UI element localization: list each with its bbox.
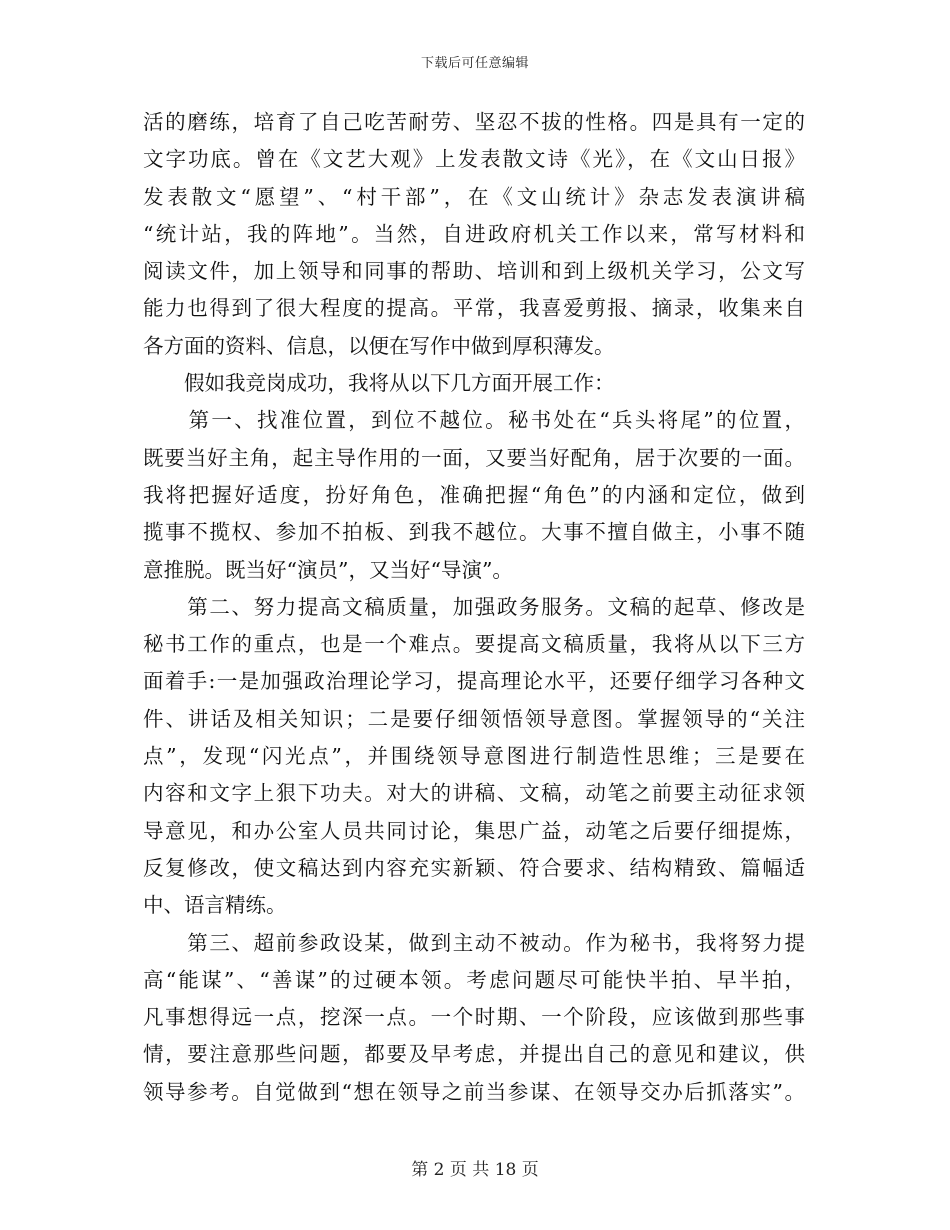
text-line: 领导参考。自觉做到“想在领导之前当参谋、在领导交办后抓落实”。 [143,1079,805,1104]
page-header-note: 下载后可任意编辑 [420,56,529,71]
text-line: 发表散文“愿望”、“村干部”，在《文山统计》杂志发表演讲稿 [143,184,805,209]
text-line: 面着手:一是加强政治理论学习，提高理论水平，还要仔细学习各种文 [143,669,805,694]
text-line: 能力也得到了很大程度的提高。平常，我喜爱剪报、摘录，收集来自 [143,296,805,321]
text-line: 活的磨练，培育了自己吃苦耐劳、坚忍不拔的性格。四是具有一定的 [143,110,805,134]
text-line: 各方面的资料、信息，以便在写作中做到厚积薄发。 [143,333,615,358]
text-line: 假如我竞岗成功，我将从以下几方面开展工作： [143,371,615,396]
text-line: 文字功底。曾在《文艺大观》上发表散文诗《光》，在《文山日报》 [143,147,805,172]
document-body [143,104,805,1111]
text-line: 意推脱。既当好“演员”，又当好“导演”。 [143,557,513,582]
text-line: 秘书工作的重点，也是一个难点。要提高文稿质量，我将从以下三方 [143,632,805,657]
text-line: 高“能谋”、“善谋”的过硬本领。考虑问题尽可能快半拍、早半拍， [143,967,805,992]
text-line: 点”，发现“闪光点”，并围绕领导意图进行制造性思维；三是要在 [143,744,805,769]
text-line: 既要当好主角，起主导作用的一面，又要当好配角，居于次要的一面。 [143,445,805,470]
text-line: 反复修改，使文稿达到内容充实新颖、符合要求、结构精致、篇幅适 [143,855,805,880]
text-line: 阅读文件，加上领导和同事的帮助、培训和到上级机关学习，公文写 [143,259,805,284]
text-line: 内容和文字上狠下功夫。对大的讲稿、文稿，动笔之前要主动征求领 [143,781,805,806]
text-line: 件、讲话及相关知识；二是要仔细领悟领导意图。掌握领导的“关注 [143,706,805,731]
text-line: 中、语言精练。 [143,893,287,918]
text-line: 凡事想得远一点，挖深一点。一个时期、一个阶段，应该做到那些事 [143,1005,805,1030]
text-line: 第二、努力提高文稿质量，加强政务服务。文稿的起草、修改是 [143,594,805,619]
text-line: 揽事不揽权、参加不拍板、到我不越位。大事不擅自做主，小事不随 [143,520,805,545]
text-line: 导意见，和办公室人员共同讨论，集思广益，动笔之后要仔细提炼， [143,818,805,843]
text-line: “统计站，我的阵地”。当然，自进政府机关工作以来，常写材料和 [143,221,805,246]
text-line: 第一、找准位置，到位不越位。秘书处在“兵头将尾”的位置， [143,408,805,433]
page-number-footer: 第 2 页 共 18 页 [411,1160,539,1180]
text-line: 第三、超前参政设某，做到主动不被动。作为秘书，我将努力提 [143,930,805,955]
text-line: 我将把握好适度，扮好角色，准确把握“角色”的内涵和定位，做到 [143,482,805,507]
text-line: 情，要注意那些问题，都要及早考虑，并提出自己的意见和建议，供 [143,1042,805,1067]
